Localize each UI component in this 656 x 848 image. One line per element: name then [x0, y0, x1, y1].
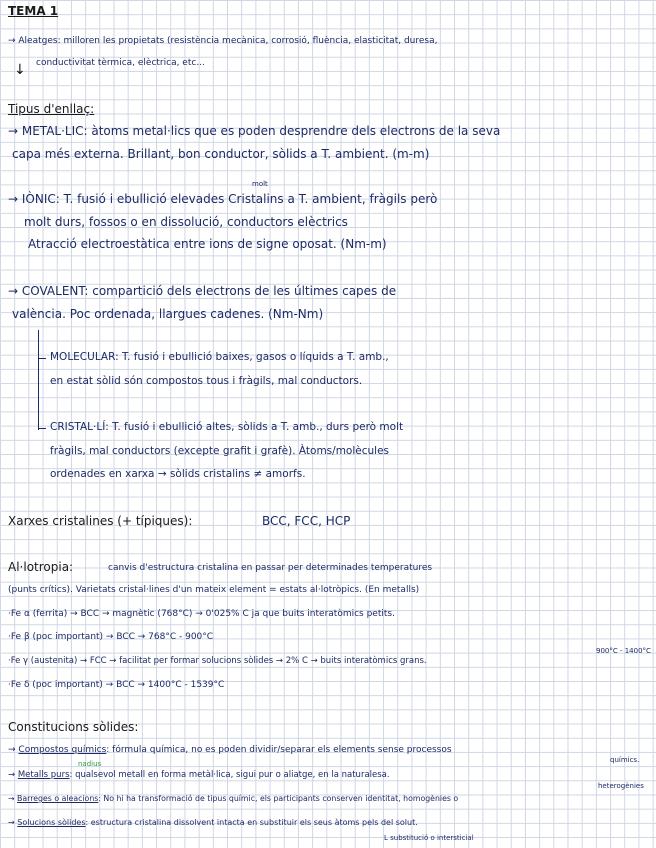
fe-gamma-line: ·Fe γ (austenita) → FCC → facilitat per formar solucions sòlides → 2% C → buits interatòmics grans.	[8, 656, 427, 666]
solucions-note: L substitució o intersticial	[384, 834, 474, 842]
metalls-text: : qualsevol metall en forma metàl·lica, sigui pur o aliatge, en la naturalesa.	[69, 770, 390, 780]
fe-beta-line: ·Fe β (poc important) → BCC → 768°C - 900°C	[8, 632, 214, 642]
compostos-row: → Compostos químics: fórmula química, no es poden dividir/separar els elements sense processos	[8, 745, 452, 755]
metalls-label: Metalls purs	[17, 770, 70, 780]
cristalli-line-2: fràgils, mal conductors (excepte grafit i grafè). Àtoms/molècules	[50, 445, 389, 457]
alotropia-heading: Al·lotropia:	[8, 560, 74, 574]
barreges-label: Barreges o aleacions	[17, 794, 99, 803]
fe-alpha-line: ·Fe α (ferrita) → BCC → magnètic (768°C) → 0'025% C ja que buits interatòmics petits.	[8, 609, 395, 619]
barreges-text: : No hi ha transformació de tipus químic, els participants conserven identitat, homogènies o	[98, 794, 459, 803]
metalls-note: nadius	[78, 760, 102, 768]
aliatges-line-2: conductivitat tèrmica, elèctrica, etc...	[36, 58, 205, 68]
alotropia-line-1: canvis d'estructura cristalina en passar per determinades temperatures	[108, 563, 433, 573]
covalent-line-1: → COVALENT: compartició dels electrons de les últimes capes de	[8, 284, 397, 298]
barreges-note: heterogènies	[598, 782, 644, 790]
page-title: TEMA 1	[8, 4, 59, 18]
solucions-label: Solucions sòlides	[17, 818, 86, 827]
metalic-line-2: capa més externa. Brillant, bon conductor, sòlids a T. ambient. (m-m)	[12, 147, 430, 161]
cristalli-line-1: CRISTAL·LÍ: T. fusió i ebullició altes, sòlids a T. amb., durs però molt	[50, 421, 404, 433]
ionic-note: molt	[252, 180, 268, 188]
ionic-line-1: → IÒNIC: T. fusió i ebullició elevades Cristalins a T. ambient, fràgils però	[8, 192, 438, 206]
bracket-cristalli-branch	[38, 428, 46, 429]
covalent-bracket	[38, 330, 39, 430]
compostos-note: químics.	[610, 756, 640, 764]
metalls-row: → Metalls purs: qualsevol metall en forma metàl·lica, sigui pur o aliatge, en la naturalesa.	[8, 770, 390, 780]
solucions-text: : estructura cristalina dissolvent intacta en substituir els seus àtoms pels del solut.	[85, 818, 418, 827]
xarxes-values: BCC, FCC, HCP	[262, 514, 351, 528]
bracket-molecular-branch	[38, 358, 46, 359]
barreges-row: → Barreges o aleacions: No hi ha transformació de tipus químic, els participants conserven identitat, homogènies o	[8, 794, 459, 803]
solucions-row: → Solucions sòlides: estructura cristalina dissolvent intacta en substituir els seus àtoms pels del solut.	[8, 818, 418, 827]
xarxes-heading: Xarxes cristalines (+ típiques):	[8, 514, 193, 528]
metalic-line-1: → METAL·LIC: àtoms metal·lics que es poden desprendre dels electrons de la seva	[8, 124, 501, 138]
compostos-label: Compostos químics	[18, 745, 107, 755]
fe-gamma-note: 900°C - 1400°C	[596, 647, 651, 655]
enllac-heading: Tipus d'enllaç:	[8, 102, 95, 116]
compostos-text: : fórmula química, no es poden dividir/separar els elements sense processos	[106, 745, 452, 755]
down-arrow-icon: ↓	[14, 62, 26, 78]
alotropia-line-2: (punts crítics). Varietats cristal·lines d'un mateix element = estats al·lotròpics. (En metalls)	[8, 585, 420, 595]
cristalli-line-3: ordenades en xarxa → sòlids cristalins ≠ amorfs.	[50, 468, 306, 480]
ionic-line-2: molt durs, fossos o en dissolució, conductors elèctrics	[24, 215, 348, 229]
fe-delta-line: ·Fe δ (poc important) → BCC → 1400°C - 1539°C	[8, 680, 225, 690]
aliatges-line-1: → Aleatges: milloren les propietats (resistència mecànica, corrosió, fluència, elasticitat, duresa,	[8, 36, 438, 46]
constitucions-heading: Constitucions sòlides:	[8, 720, 139, 734]
ionic-line-3: Atracció electroestàtica entre ions de signe oposat. (Nm-m)	[28, 237, 387, 251]
covalent-line-2: valència. Poc ordenada, llargues cadenes. (Nm-Nm)	[12, 307, 324, 321]
molecular-line-1: MOLECULAR: T. fusió i ebullició baixes, gasos o líquids a T. amb.,	[50, 351, 389, 363]
molecular-line-2: en estat sòlid són compostos tous i fràgils, mal conductors.	[50, 375, 363, 387]
